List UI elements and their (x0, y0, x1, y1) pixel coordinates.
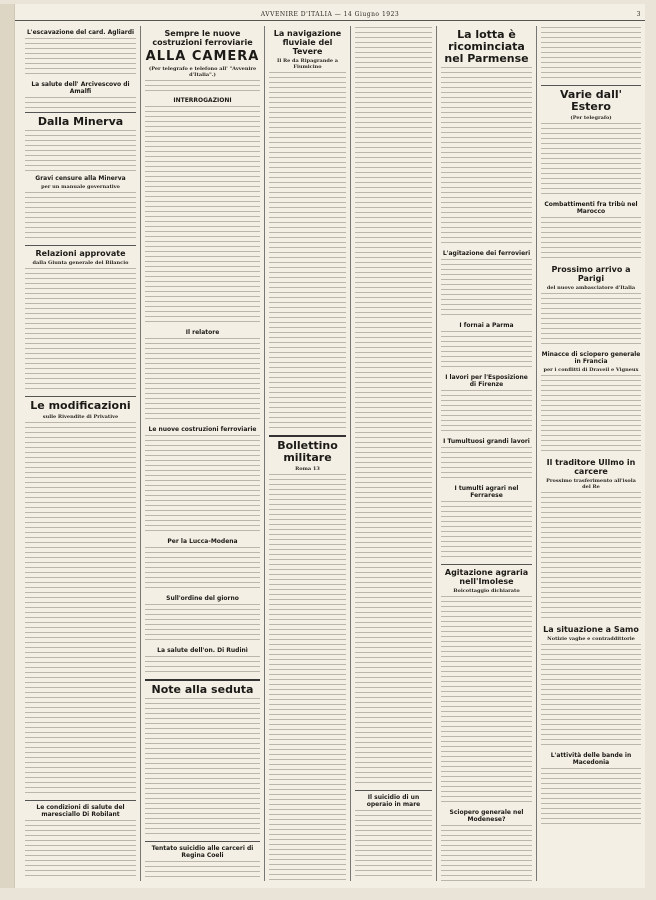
article-text (441, 331, 532, 371)
divider (25, 245, 136, 246)
headline: La salute dell' Arcivescovo di Amalfi (31, 81, 130, 95)
headline: I fornai a Parma (459, 322, 514, 329)
divider (269, 435, 346, 437)
headline: Il relatore (185, 329, 220, 336)
article-text (355, 27, 432, 787)
headline: I Tumultuosi grandi lavori (443, 438, 530, 445)
subheadline: Il Re da Ripagrande a Fiumicino (277, 58, 338, 70)
article-text (541, 375, 641, 455)
headline: Prossimo arrivo a Parigi (551, 265, 631, 283)
headline: Agitazione agraria nell'Imolese (444, 568, 529, 586)
margin-strip (0, 4, 14, 888)
subheadline: Prossimo trasferimento all'isola del Re (546, 478, 636, 490)
subheadline: Notizie vaghe e contraddittorie (547, 636, 635, 642)
article-text (25, 820, 136, 880)
article-text (541, 293, 641, 348)
subheadline: (Per telegrafo) (570, 115, 612, 121)
headline: L'escavazione del card. Agliardi (26, 29, 135, 36)
article-text (269, 72, 346, 432)
headline: Bollettino militare (277, 439, 338, 464)
article-text (541, 123, 641, 198)
running-head (15, 10, 645, 21)
divider (541, 85, 641, 86)
article-text (25, 422, 136, 797)
article-text (25, 268, 136, 393)
article-text (145, 656, 260, 676)
subheadline: sulle Rivendite di Privative (42, 414, 119, 420)
headline: Tentato suicidio alle carceri di Regina Coeli (151, 845, 254, 859)
article-text (441, 447, 532, 482)
column-1 (21, 26, 141, 881)
article-text (441, 501, 532, 561)
article-text (25, 130, 136, 172)
column-5 (437, 26, 537, 881)
article-text (145, 106, 260, 326)
headline: Per la Lucca-Modena (167, 538, 238, 545)
article-text (441, 259, 532, 319)
subheadline: dalla Giunta generale del Bilancio (32, 260, 129, 266)
headline: Le nuove costruzioni ferroviarie (148, 426, 257, 433)
article-text (145, 338, 260, 423)
divider (25, 112, 136, 113)
column-3 (265, 26, 351, 881)
headline: L'attività delle bande in Macedonia (550, 752, 632, 766)
headline: ALLA CAMERA (145, 49, 260, 64)
headline: Il suicidio di un operaio in mare (366, 794, 421, 808)
divider (25, 396, 136, 397)
article-text (145, 861, 260, 881)
article-text (541, 768, 641, 828)
column-2 (141, 26, 265, 881)
article-text (541, 492, 641, 622)
headline: La salute dell'on. Di Rudinì (157, 647, 248, 654)
page-number: 3 (636, 11, 641, 18)
headline: La lotta è ricominciata nel Parmense (444, 28, 529, 65)
headline: Il traditore Ullmo in carcere (546, 458, 636, 476)
subheadline: per un manuale governativo (41, 184, 120, 190)
divider (441, 564, 532, 565)
subheadline: (Per telegrafo e telefono all' "Avvenire d'Italia".) (148, 66, 257, 78)
divider (145, 679, 260, 681)
article-text (541, 644, 641, 749)
subheadline: del nuovo ambasciatore d'Italia (546, 285, 636, 291)
article-text (145, 435, 260, 535)
column-6 (537, 26, 645, 881)
headline: Gravi censure alla Minerva (35, 175, 126, 182)
subheadline: Roma 13 (295, 466, 320, 472)
article-text (145, 604, 260, 644)
headline: Le condizioni di salute del maresciallo Di Robilant (36, 804, 125, 818)
newspaper-page (14, 4, 645, 888)
article-text (145, 698, 260, 838)
headline: Minacce di sciopero generale in Francia (541, 351, 641, 365)
headline: La navigazione fluviale del Tevere (273, 29, 342, 56)
headline: Sempre le nuove costruzioni ferroviarie (152, 29, 253, 47)
article-text (145, 80, 260, 94)
running-head-text: AVVENIRE D'ITALIA — 14 Giugno 1923 (260, 11, 400, 18)
subheadline: Boicottaggio dichiarato (453, 588, 520, 594)
article-text (269, 474, 346, 881)
article-text (441, 67, 532, 247)
divider (25, 800, 136, 801)
headline: I tumulti agrari nel Ferrarese (454, 485, 519, 499)
article-text (441, 825, 532, 881)
headline: Sciopero generale nel Modenese? (449, 809, 524, 823)
headline: Sull'ordine del giorno (166, 595, 239, 602)
headline: Varie dall' Estero (559, 88, 623, 113)
subheadline: per i conflitti di Draveil e Vigneux (543, 367, 639, 373)
article-text (145, 547, 260, 592)
divider (355, 790, 432, 791)
headline: Dalla Minerva (37, 115, 124, 128)
article-text (355, 810, 432, 880)
headline: Relazioni approvate (35, 249, 126, 258)
article-text (541, 217, 641, 262)
headline: Le modificazioni (30, 399, 131, 412)
column-4 (351, 26, 437, 881)
headline: INTERROGAZIONI (173, 97, 232, 104)
article-text (441, 390, 532, 435)
headline: Combattimenti fra tribù nel Marocco (544, 201, 638, 215)
headline: La situazione a Samo (543, 625, 639, 634)
article-text (25, 192, 136, 242)
headline: L'agitazione dei ferrovieri (442, 250, 531, 257)
divider (145, 841, 260, 842)
article-text (541, 27, 641, 82)
headline: Note alla seduta (151, 683, 254, 696)
article-text (441, 596, 532, 806)
headline: I lavori per l'Esposizione di Firenze (445, 374, 528, 388)
article-text (25, 38, 136, 78)
article-text (25, 97, 136, 109)
